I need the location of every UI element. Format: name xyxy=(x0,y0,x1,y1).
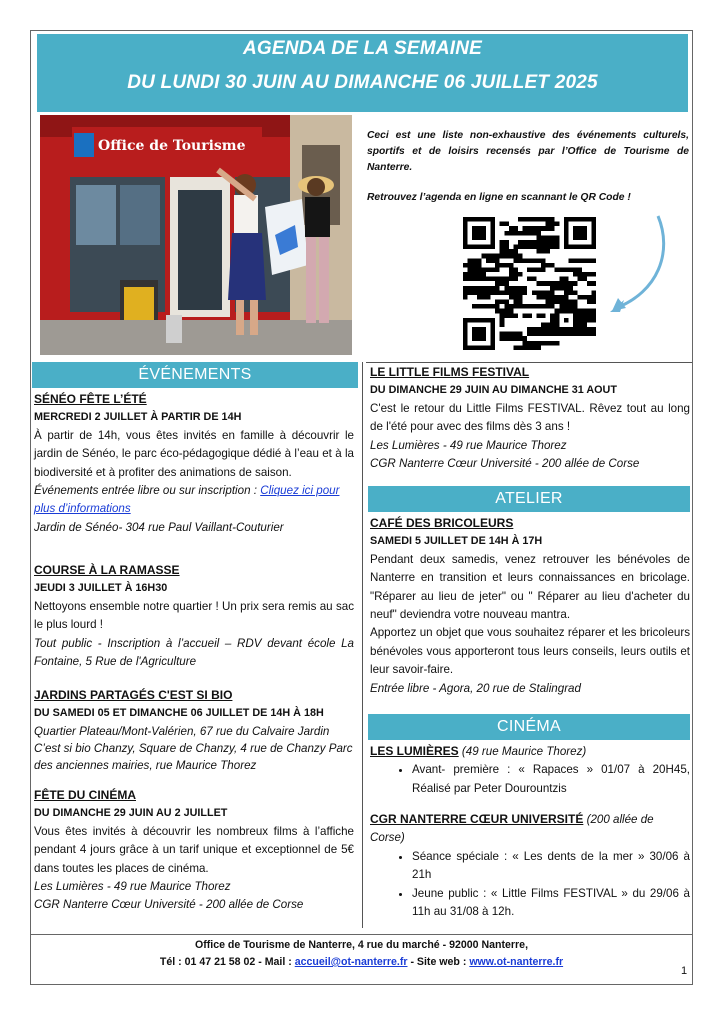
footer-address: Office de Tourisme de Nanterre, 4 rue du marché - 92000 Nanterre, xyxy=(194,939,529,951)
header-title: AGENDA DE LA SEMAINE xyxy=(242,38,483,59)
event-date: DU SAMEDI 05 ET DIMANCHE 06 JUILLET DE 14H À 18H xyxy=(34,707,324,720)
event-course xyxy=(34,561,354,671)
event-little-films xyxy=(370,363,690,473)
event-entry: Événements entrée libre ou sur inscription : xyxy=(34,484,261,498)
event-title: FÊTE DU CINÉMA xyxy=(34,788,136,802)
cinema-address: (200 allée de Corse) xyxy=(370,813,654,845)
event-jardins xyxy=(34,686,354,774)
photo-illustration xyxy=(40,115,352,355)
more-info-link[interactable]: Cliquez ici pour plus d’informations xyxy=(34,484,340,516)
intro-paragraph: Ceci est une liste non-exhaustive des événements culturels, sportifs et de loisirs recensés par l’Office de Tourisme de Nanterre. xyxy=(367,130,689,173)
qr-code-icon[interactable] xyxy=(463,217,596,350)
email-link[interactable]: accueil@ot-nanterre.fr xyxy=(294,956,408,968)
curved-arrow-icon xyxy=(598,212,670,316)
event-place: Jardin de Sénéo- 304 rue Paul Vaillant-Couturier xyxy=(34,520,284,534)
event-title: CAFÉ DES BRICOLEURS xyxy=(370,516,514,530)
event-description: Nettoyons ensemble notre quartier ! Un prix sera remis au sac le plus lourd ! xyxy=(34,599,354,632)
section-atelier: ATELIER xyxy=(368,486,690,512)
event-place-1: Les Lumières - 49 rue Maurice Thorez xyxy=(34,880,231,894)
cinema-cgr xyxy=(370,810,690,921)
header-dates: DU LUNDI 30 JUIN AU DIMANCHE 06 JUILLET 2025 xyxy=(127,72,598,93)
footer xyxy=(30,934,693,977)
event-date: JEUDI 3 JUILLET À 16H30 xyxy=(34,582,168,595)
event-title: COURSE À LA RAMASSE xyxy=(34,563,180,577)
cinema-lumieres xyxy=(370,742,690,798)
screening-item: • Jeune public : « Little Films FESTIVAL » du 29/06 à 11h au 31/08 à 12h. xyxy=(412,885,690,922)
screening-list xyxy=(370,848,690,922)
event-place-2: CGR Nanterre Cœur Université - 200 allée de Corse xyxy=(370,457,640,471)
event-description: C'est le retour du Little Films FESTIVAL. Rêvez tout au long de l'été pour avec des films dès 3 ans ! xyxy=(370,401,690,434)
event-date: MERCREDI 2 JUILLET À PARTIR DE 14H xyxy=(34,411,242,424)
website-link[interactable]: www.ot-nanterre.fr xyxy=(469,956,564,968)
cinema-address: (49 rue Maurice Thorez) xyxy=(458,745,587,758)
footer-contact xyxy=(30,954,693,971)
column-divider xyxy=(362,362,363,928)
event-description: À partir de 14h, vous êtes invités en famille à découvrir le jardin de Sénéo, le parc éco-pédagogique dédié à l’eau et à la biodiversité et à profiter des animations de saison. xyxy=(34,428,354,479)
footer-tel: Tél : 01 47 21 58 02 - Mail : xyxy=(159,956,295,968)
event-date: DU DIMANCHE 29 JUIN AU 2 JUILLET xyxy=(34,807,228,820)
footer-web-label: - Site web : xyxy=(407,956,470,968)
screening-item: • Séance spéciale : « Les dents de la mer » 30/06 à 21h xyxy=(412,848,690,885)
screening-item: • Avant- première : « Rapaces » 01/07 à 20H45, Réalisé par Peter Dourountzis xyxy=(412,761,690,798)
office-sign-text: Office de Tourisme xyxy=(98,138,246,154)
header-banner xyxy=(37,34,688,112)
event-place-1: Les Lumières - 49 rue Maurice Thorez xyxy=(370,438,567,452)
event-date: DU DIMANCHE 29 JUIN AU DIMANCHE 31 AOUT xyxy=(370,384,617,397)
event-date: SAMEDI 5 JUILLET DE 14H À 17H xyxy=(370,535,543,548)
cinema-name: LES LUMIÈRES xyxy=(370,744,459,758)
event-description: Pendant deux samedis, venez retrouver les bénévoles de Nanterre en transition et leurs connaissances en bricolage. "Réparer au lieu de jeter" ou " Réparer au lieu d'acheter du neuf" deviendra votre nouveau mantra. xyxy=(370,552,690,622)
event-cafe-bricoleurs xyxy=(370,514,690,698)
event-description: Vous êtes invités à découvrir les nombreux films à l’affiche pendant 4 jours grâce à un tarif unique et exceptionnel de 5€ dans toutes les places de cinéma. xyxy=(34,824,354,875)
cinema-name: CGR NANTERRE CŒUR UNIVERSITÉ xyxy=(370,812,584,826)
qr-instruction: Retrouvez l’agenda en ligne en scannant le QR Code ! xyxy=(367,192,631,203)
event-info: Tout public - Inscription à l’accueil – RDV devant école La Fontaine, 5 Rue de l'Agriculture xyxy=(34,636,354,669)
event-title: SÉNÉO FÊTE L’ÉTÉ xyxy=(34,392,147,406)
event-title: LE LITTLE FILMS FESTIVAL xyxy=(370,365,530,379)
section-cinema: CINÉMA xyxy=(368,714,690,740)
tourism-office-photo xyxy=(40,115,352,355)
event-seneo xyxy=(34,390,354,537)
event-description-2: Apportez un objet que vous souhaitez réparer et les bricoleurs bénévoles vous apporteront tous leurs conseils, leurs outils et leur savoir-faire. xyxy=(370,626,690,677)
screening-list xyxy=(370,761,690,798)
section-evenements: ÉVÉNEMENTS xyxy=(32,362,358,388)
event-info: Entrée libre - Agora, 20 rue de Stalingrad xyxy=(370,681,581,695)
intro-text xyxy=(367,128,689,220)
page-number: 1 xyxy=(681,965,688,977)
event-fete-cinema xyxy=(34,786,354,915)
event-title: JARDINS PARTAGÉS C'EST SI BIO xyxy=(34,688,233,702)
event-places: Quartier Plateau/Mont-Valérien, 67 rue du Calvaire Jardin C’est si bio Chanzy, Square de Chanzy, 4 rue de Chanzy Parc des anciennes mairies, rue Maurice Thorez xyxy=(34,724,353,772)
event-place-2: CGR Nanterre Cœur Université - 200 allée de Corse xyxy=(34,898,304,912)
